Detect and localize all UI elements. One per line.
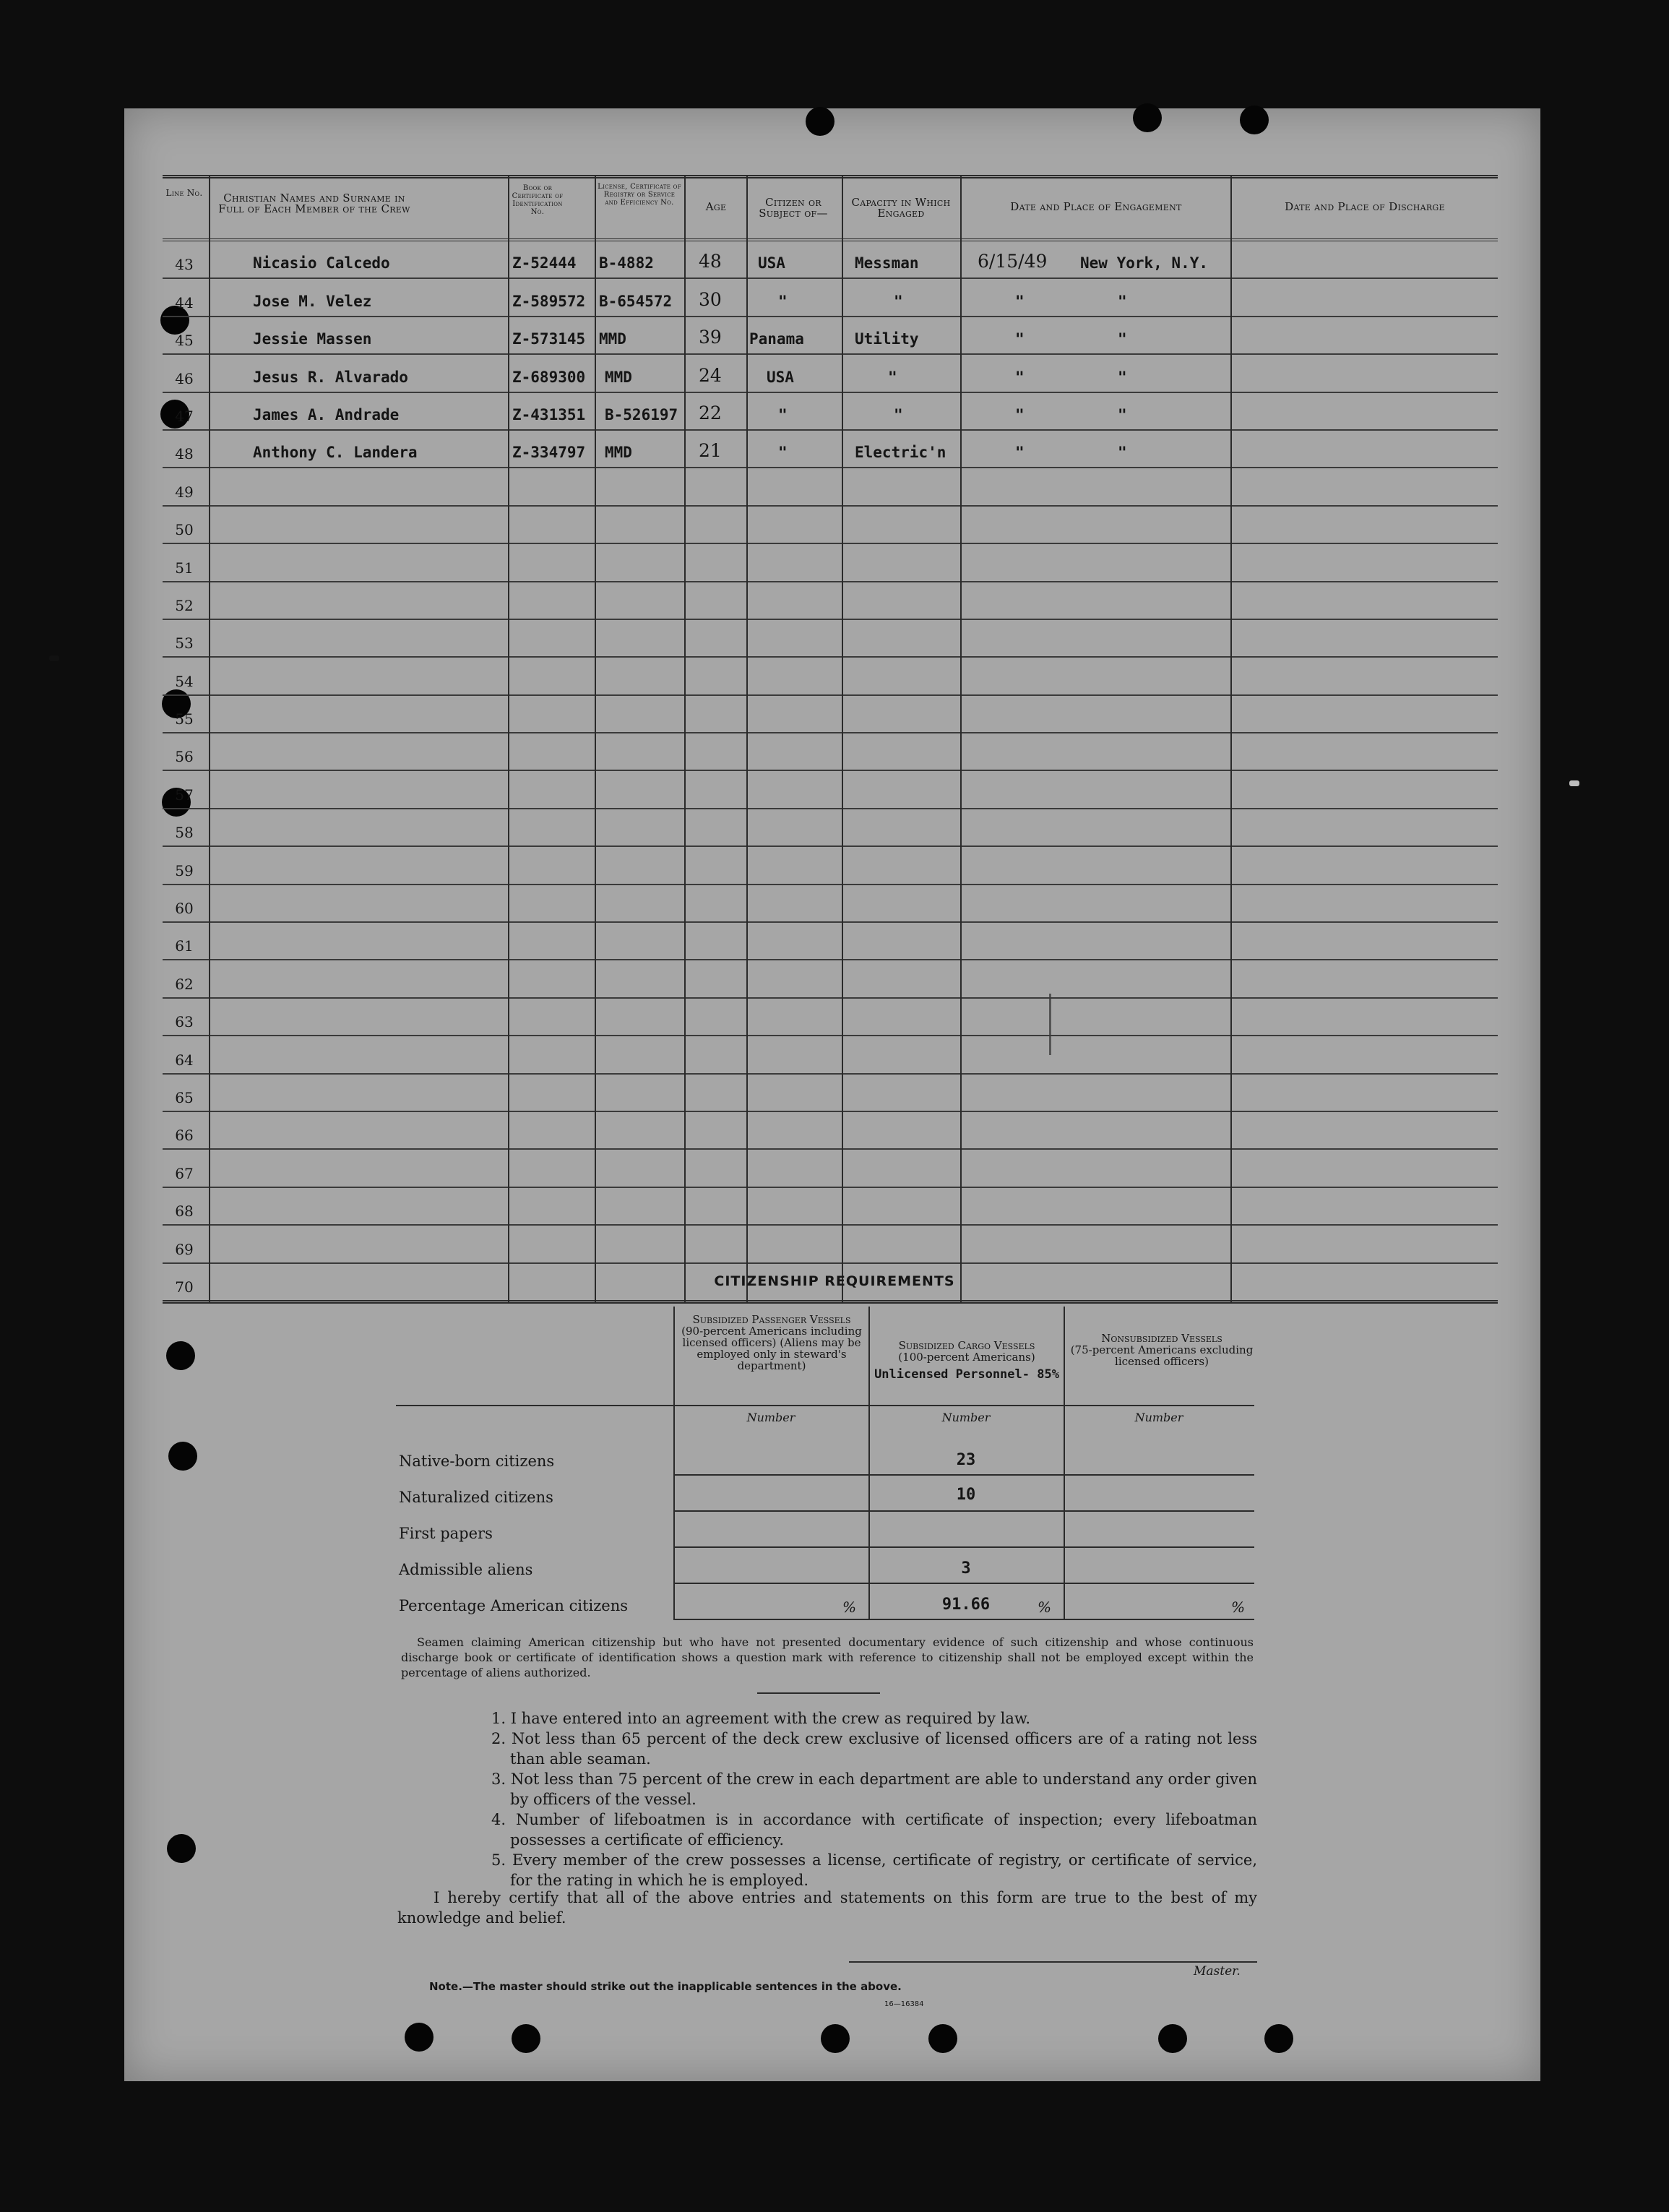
engagement-place: New York, N.Y. xyxy=(1080,254,1209,272)
punch-hole xyxy=(1158,2024,1187,2053)
capacity: Messman xyxy=(855,254,919,272)
cargo-vessels-header xyxy=(874,1340,1059,1380)
naturalized-label: Naturalized citizens xyxy=(399,1489,553,1506)
table-row xyxy=(163,658,1498,695)
table-row xyxy=(163,960,1498,998)
native-born-cargo-value: 23 xyxy=(956,1451,976,1469)
license-number: MMD xyxy=(605,368,632,386)
certification-item: 5. Every member of the crew possesses a license, certificate of registry, or certificate of service, for the rating in which he is employed. xyxy=(491,1851,1257,1889)
nonsubsidized-vessels-desc: (75-percent Americans excluding licensed officers) xyxy=(1070,1343,1254,1368)
license-number: MMD xyxy=(599,330,626,348)
column-rule xyxy=(209,175,210,1304)
table-row xyxy=(163,1226,1498,1263)
master-label: Master. xyxy=(1194,1964,1241,1979)
punch-hole xyxy=(168,1442,197,1471)
license-number: B-654572 xyxy=(599,292,673,310)
table-row xyxy=(163,355,1498,392)
line-number: 65 xyxy=(175,1088,194,1106)
line-number: 57 xyxy=(175,786,194,804)
line-number: 67 xyxy=(175,1164,194,1182)
punch-hole xyxy=(167,1834,196,1863)
passenger-vessels-header xyxy=(679,1314,864,1372)
master-note: Note.—The master should strike out the inapplicable sentences in the above. xyxy=(429,1980,902,1993)
percent-sign: % xyxy=(1231,1598,1246,1616)
row-rule xyxy=(673,1474,1254,1476)
table-row xyxy=(163,317,1498,355)
crew-name: James A. Andrade xyxy=(253,405,400,423)
punch-hole xyxy=(512,2024,540,2053)
line-number: 59 xyxy=(175,861,194,879)
table-row xyxy=(163,620,1498,658)
license-number: B-4882 xyxy=(599,254,654,272)
line-number: 47 xyxy=(175,407,194,425)
column-rule xyxy=(842,175,843,1304)
book-number: Z-689300 xyxy=(512,368,586,386)
crew-name: Nicasio Calcedo xyxy=(253,254,390,272)
table-row xyxy=(163,809,1498,847)
line-number: 58 xyxy=(175,824,194,842)
cargo-vessels-desc: (100-percent Americans) xyxy=(898,1351,1035,1364)
line-number: 69 xyxy=(175,1240,194,1258)
header-citizen: Citizen or Subject of— xyxy=(759,196,828,220)
table-row xyxy=(163,1075,1498,1112)
engagement-date: " xyxy=(1015,444,1025,462)
passenger-vessels-desc: (90-percent Americans including licensed officers) (Aliens may be employed only in steward's department) xyxy=(681,1325,862,1372)
line-number: 68 xyxy=(175,1202,194,1221)
table-row xyxy=(163,1112,1498,1150)
header-line-no: Line No. xyxy=(165,188,203,198)
line-number: 45 xyxy=(175,332,194,350)
header-names: Christian Names and Surname in Full of Each Member of the Crew xyxy=(218,191,410,215)
age: 22 xyxy=(699,402,722,423)
certification-statement: I hereby certify that all of the above entries and statements on this form are true to the best of my knowledge and belief. xyxy=(397,1889,1257,1927)
number-header: Number xyxy=(1134,1411,1183,1424)
header-capacity: Capacity in Which Engaged xyxy=(851,196,951,220)
citizenship-top-rule xyxy=(396,1301,1254,1304)
native-born-label: Native-born citizens xyxy=(399,1453,555,1470)
line-number: 63 xyxy=(175,1013,194,1031)
scan-speck xyxy=(49,655,59,661)
certification-list xyxy=(470,1708,1257,1890)
table-row xyxy=(163,696,1498,733)
capacity: " xyxy=(888,368,897,386)
certification-item: 1. I have entered into an agreement with the crew as required by law. xyxy=(491,1710,1031,1727)
age: 21 xyxy=(699,440,722,462)
table-row xyxy=(163,507,1498,544)
naturalized-cargo-value: 10 xyxy=(956,1486,976,1504)
line-number: 52 xyxy=(175,596,194,614)
table-row xyxy=(163,393,1498,431)
citizenship-title: CITIZENSHIP REQUIREMENTS xyxy=(714,1273,955,1289)
punch-hole xyxy=(405,2023,434,2052)
line-number: 53 xyxy=(175,634,194,653)
column-rule xyxy=(673,1307,675,1620)
column-rule xyxy=(595,175,596,1304)
crew-rows xyxy=(163,241,1498,1300)
number-header: Number xyxy=(941,1411,991,1424)
age: 48 xyxy=(699,251,722,272)
table-row xyxy=(163,544,1498,582)
percentage-cargo-value: 91.66 xyxy=(941,1596,991,1614)
percentage-label: Percentage American citizens xyxy=(399,1597,629,1614)
punch-hole xyxy=(821,2024,850,2053)
citizen-of: USA xyxy=(767,368,794,386)
engagement-place: " xyxy=(1118,405,1127,423)
engagement-date: " xyxy=(1015,368,1025,386)
percent-sign: % xyxy=(1038,1598,1052,1616)
punch-hole xyxy=(928,2024,957,2053)
crew-name: Jesus R. Alvarado xyxy=(253,368,408,386)
capacity: Electric'n xyxy=(855,444,946,462)
line-number: 44 xyxy=(175,293,194,311)
nonsubsidized-vessels-header xyxy=(1069,1333,1254,1367)
citizen-of: Panama xyxy=(749,330,804,348)
punch-hole xyxy=(1264,2024,1293,2053)
header-rule xyxy=(396,1405,1254,1406)
line-number: 66 xyxy=(175,1127,194,1145)
punch-hole xyxy=(166,1341,195,1370)
table-row xyxy=(163,1150,1498,1187)
divider xyxy=(757,1692,880,1694)
engagement-place: " xyxy=(1118,330,1127,348)
age: 24 xyxy=(699,364,722,386)
engagement-date: " xyxy=(1015,292,1025,310)
line-number: 61 xyxy=(175,937,194,955)
book-number: Z-573145 xyxy=(512,330,586,348)
aliens-cargo-value: 3 xyxy=(961,1559,971,1578)
table-row xyxy=(163,885,1498,923)
scan-speck xyxy=(1569,780,1579,786)
header-license: License, Certificate of Registry or Service and Efficiency No. xyxy=(598,183,681,207)
citizenship-table xyxy=(396,1301,1254,1620)
license-number: MMD xyxy=(605,444,632,462)
capacity: " xyxy=(894,292,903,310)
master-signature-line xyxy=(849,1961,1257,1963)
column-rule xyxy=(684,175,686,1304)
line-number: 50 xyxy=(175,521,194,539)
line-number: 62 xyxy=(175,975,194,993)
age: 39 xyxy=(699,327,722,348)
table-row xyxy=(163,582,1498,620)
punch-hole xyxy=(1133,103,1162,132)
table-row xyxy=(163,923,1498,960)
line-number: 70 xyxy=(175,1278,194,1296)
engagement-place: " xyxy=(1118,292,1127,310)
table-row xyxy=(163,847,1498,885)
header-book: Book or Certificate of Identification No. xyxy=(512,184,564,216)
certification-item: 4. Number of lifeboatmen is in accordance with certificate of inspection; every lifeboatman possesses a certificate of efficiency. xyxy=(491,1811,1257,1849)
form-number: 16—16384 xyxy=(884,2000,924,2008)
engagement-place: " xyxy=(1118,444,1127,462)
punch-hole xyxy=(1240,106,1269,134)
cargo-vessels-title: Subsidized Cargo Vessels xyxy=(898,1339,1035,1352)
table-row xyxy=(163,1188,1498,1226)
row-rule xyxy=(673,1619,1254,1620)
crew-table-header xyxy=(163,175,1498,241)
passenger-vessels-title: Subsidized Passenger Vessels xyxy=(692,1313,851,1326)
first-papers-label: First papers xyxy=(399,1525,493,1542)
line-number: 64 xyxy=(175,1051,194,1069)
certification-item: 2. Not less than 65 percent of the deck crew exclusive of licensed officers are of a rating not less than able seaman. xyxy=(491,1730,1257,1768)
line-number: 43 xyxy=(175,256,194,274)
line-number: 48 xyxy=(175,445,194,463)
header-discharge: Date and Place of Discharge xyxy=(1285,200,1445,213)
column-rule xyxy=(508,175,509,1304)
line-number: 49 xyxy=(175,483,194,501)
column-rule xyxy=(746,175,748,1304)
punch-hole xyxy=(806,107,834,136)
column-rule xyxy=(1230,175,1232,1304)
nonsubsidized-vessels-title: Nonsubsidized Vessels xyxy=(1101,1332,1222,1345)
line-number: 54 xyxy=(175,672,194,690)
line-number: 46 xyxy=(175,369,194,387)
admissible-aliens-label: Admissible aliens xyxy=(399,1561,533,1578)
license-number: B-526197 xyxy=(605,405,678,423)
line-number: 55 xyxy=(175,710,194,728)
table-row xyxy=(163,733,1498,771)
crew-name: Anthony C. Landera xyxy=(253,444,418,462)
citizen-of: USA xyxy=(758,254,785,272)
line-number: 60 xyxy=(175,900,194,918)
crew-table xyxy=(163,175,1498,1304)
certification-item: 3. Not less than 75 percent of the crew in each department are able to understand any order given by officers of the vessel. xyxy=(491,1770,1257,1808)
line-number: 51 xyxy=(175,559,194,577)
crew-name: Jose M. Velez xyxy=(253,292,372,310)
citizen-of: " xyxy=(778,405,788,423)
table-row xyxy=(163,1036,1498,1074)
book-number: Z-431351 xyxy=(512,405,586,423)
table-row xyxy=(163,241,1498,279)
table-row xyxy=(163,999,1498,1036)
row-rule xyxy=(673,1510,1254,1512)
capacity: Utility xyxy=(855,330,919,348)
percent-sign: % xyxy=(842,1598,857,1616)
book-number: Z-52444 xyxy=(512,254,577,272)
header-engagement: Date and Place of Engagement xyxy=(1010,200,1182,213)
line-number: 56 xyxy=(175,748,194,766)
table-row xyxy=(163,468,1498,506)
row-rule xyxy=(673,1583,1254,1584)
book-number: Z-334797 xyxy=(512,444,586,462)
engagement-place: " xyxy=(1118,368,1127,386)
engagement-date: " xyxy=(1015,330,1025,348)
capacity: " xyxy=(894,405,903,423)
column-rule xyxy=(960,175,962,1304)
citizen-of: " xyxy=(778,292,788,310)
engagement-date: " xyxy=(1015,405,1025,423)
table-row xyxy=(163,279,1498,317)
table-row xyxy=(163,431,1498,468)
table-row xyxy=(163,771,1498,809)
engagement-date: 6/15/49 xyxy=(978,251,1048,272)
book-number: Z-589572 xyxy=(512,292,586,310)
citizenship-note: Seamen claiming American citizenship but who have not presented documentary evidence of such citizenship and whose continuous discharge book or certificate of identification shows a question mark with reference to citizenship shall not be employed except within the percentage of aliens authorized. xyxy=(401,1635,1254,1679)
row-rule xyxy=(673,1546,1254,1548)
column-rule xyxy=(1064,1307,1065,1620)
header-age: Age xyxy=(705,200,727,213)
age: 30 xyxy=(699,288,722,310)
crew-name: Jessie Massen xyxy=(253,330,372,348)
cargo-vessels-note: Unlicensed Personnel- 85% xyxy=(874,1367,1059,1382)
number-header: Number xyxy=(746,1411,795,1424)
citizen-of: " xyxy=(778,444,788,462)
